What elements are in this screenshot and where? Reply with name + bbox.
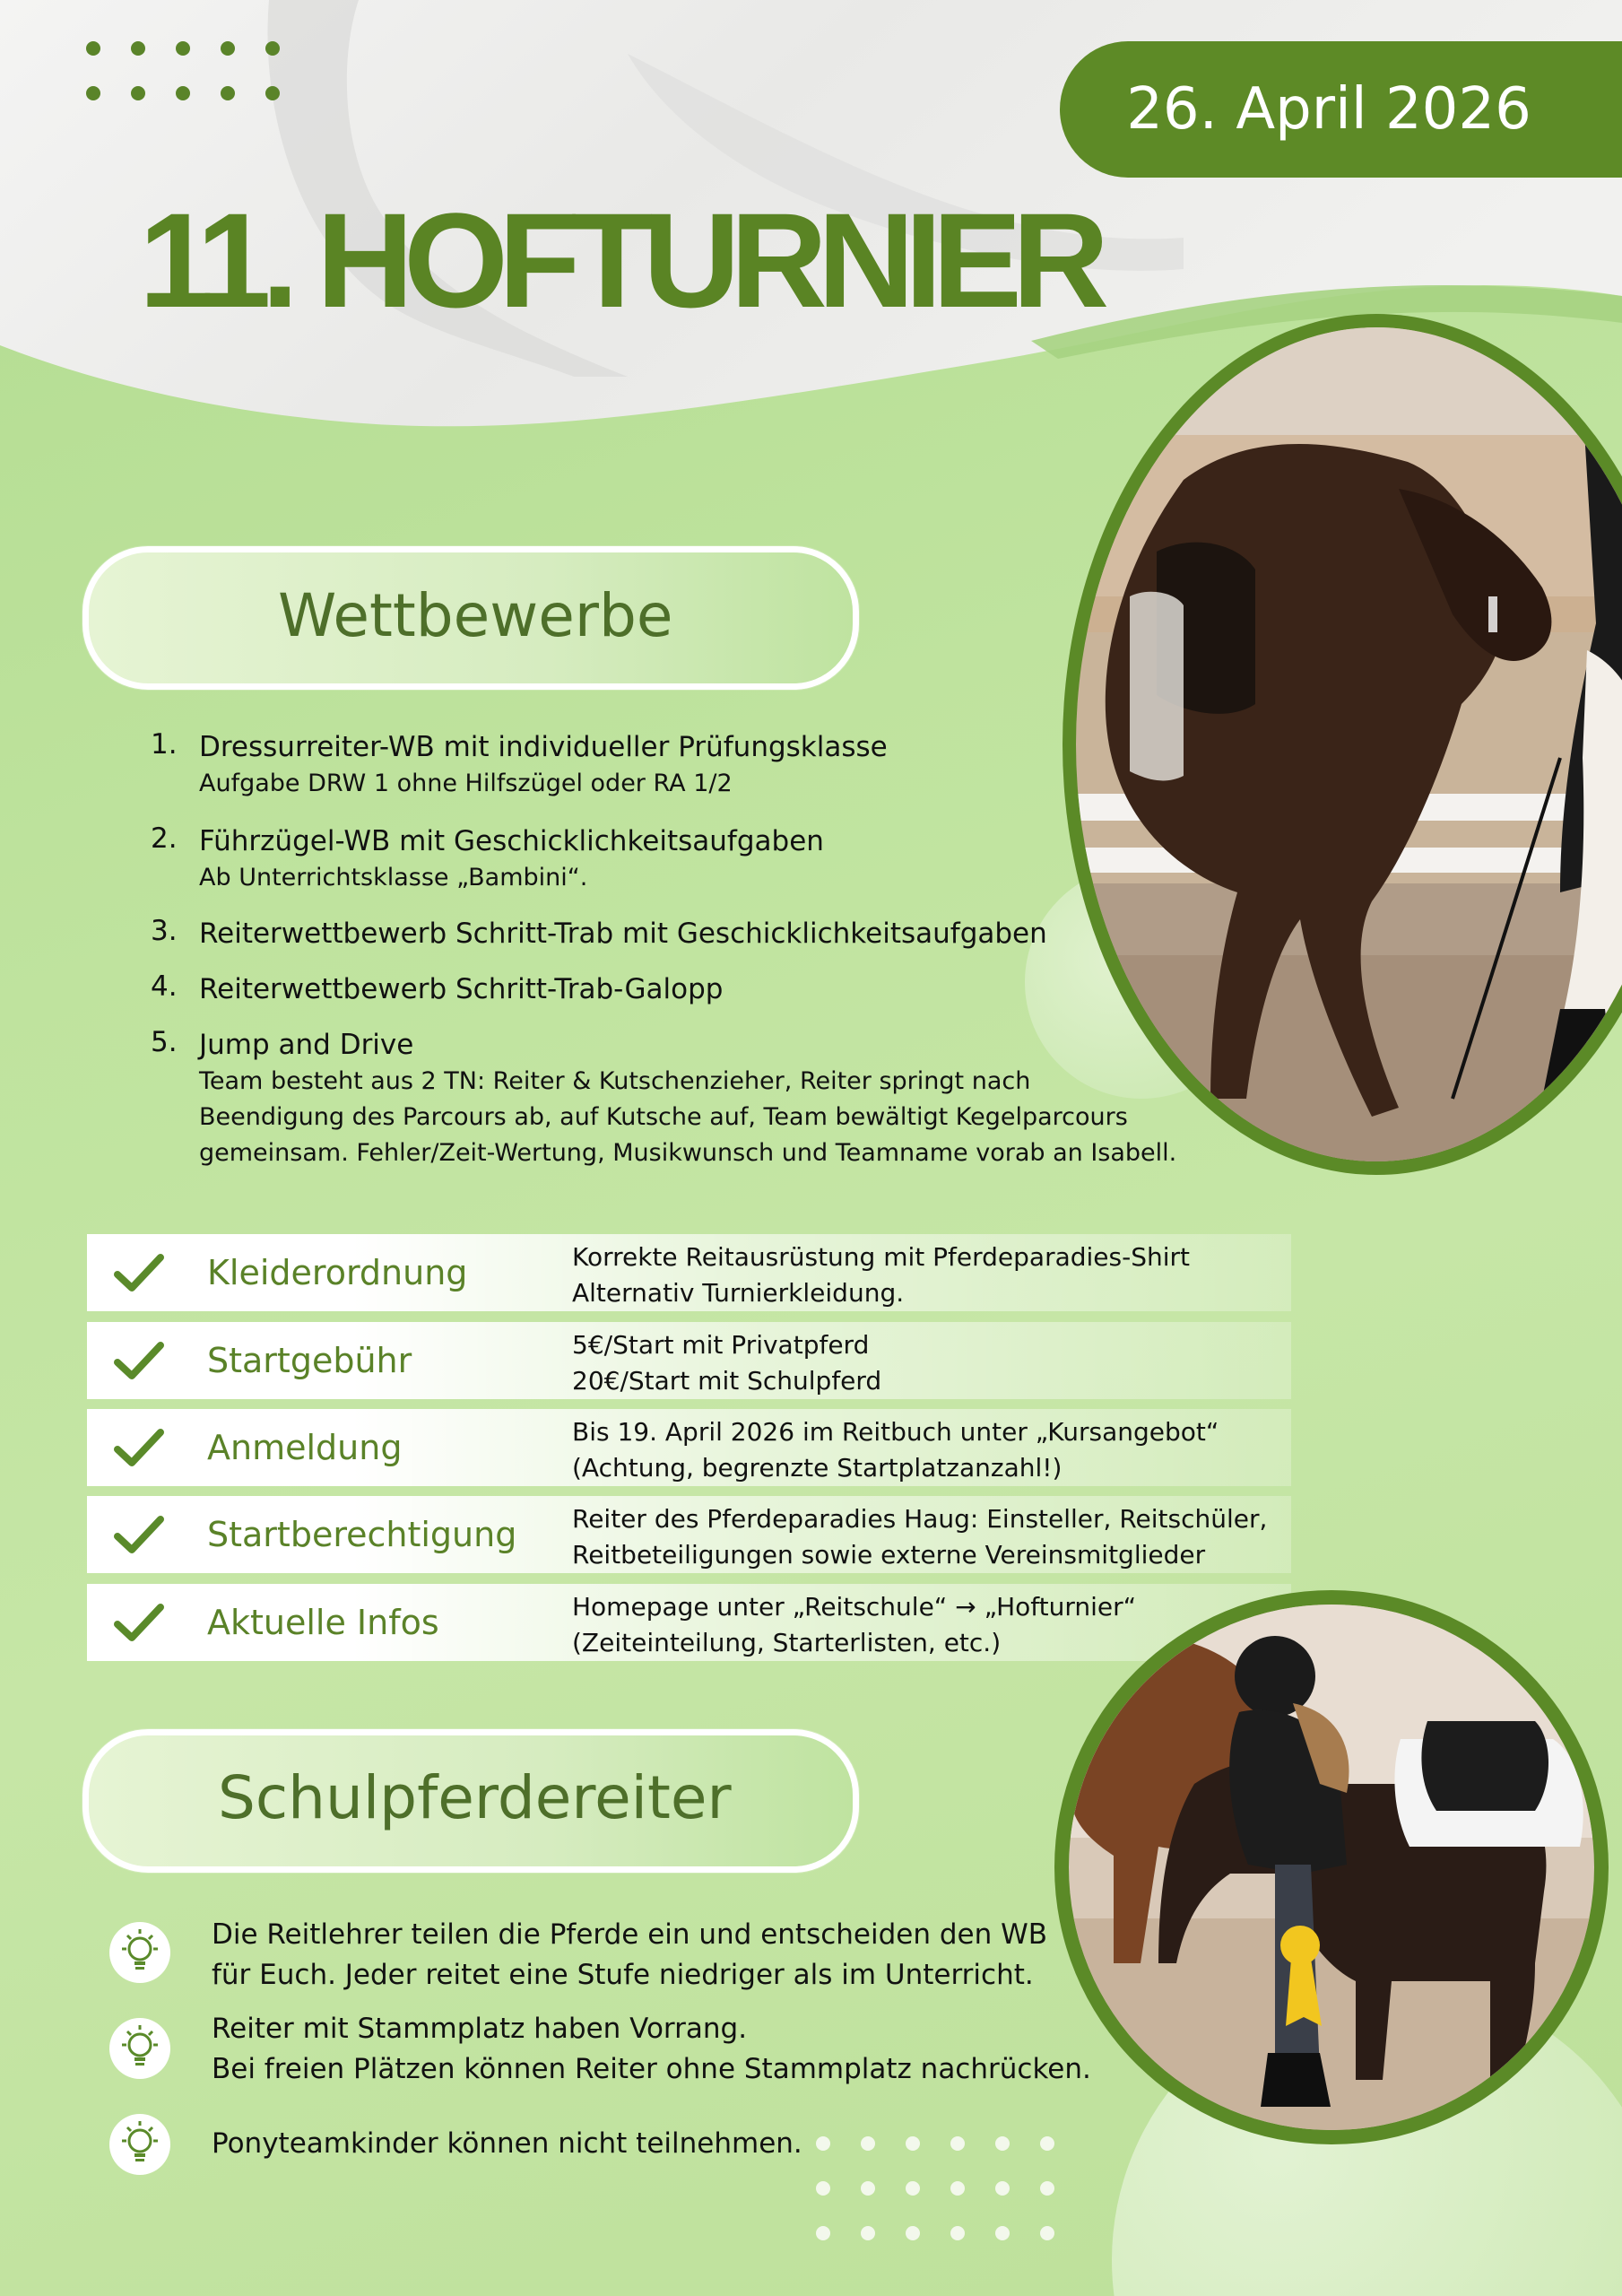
competition-item (139, 728, 1206, 822)
school-note (212, 2009, 1091, 2090)
check-icon (112, 1596, 166, 1650)
info-row-dress-code (87, 1234, 1291, 1311)
check-icon (112, 1422, 166, 1475)
info-label: Startberechtigung (207, 1515, 517, 1554)
event-date: 26. April 2026 (1126, 76, 1531, 143)
school-note-line: Reiter mit Stammplatz haben Vorrang. (212, 2013, 748, 2045)
competition-detail: Team besteht aus 2 TN: Reiter & Kutschenzieher, Reiter springt nach (199, 1067, 1031, 1095)
competition-detail: Beendigung des Parcours ab, auf Kutsche auf, Team bewältigt Kegelparcours (199, 1103, 1128, 1131)
competition-item (139, 822, 1206, 915)
school-note-line: Bei freien Plätzen können Reiter ohne Stammplatz nachrücken. (212, 2053, 1091, 2085)
info-line: Reiter des Pferdeparadies Haug: Einsteller, Reitschüler, (572, 1504, 1268, 1534)
school-note (212, 1915, 1047, 1996)
info-line: Bis 19. April 2026 im Reitbuch unter „Kursangebot“ (572, 1417, 1219, 1447)
info-description (572, 1414, 1219, 1486)
info-line: Alternativ Turnierkleidung. (572, 1278, 905, 1308)
info-line: 20€/Start mit Schulpferd (572, 1366, 882, 1396)
info-label: Anmeldung (207, 1428, 403, 1467)
competition-item (139, 970, 1206, 1026)
competition-number: 2. (151, 822, 178, 855)
info-row-registration (87, 1409, 1291, 1486)
info-label: Kleiderordnung (207, 1253, 468, 1292)
info-label: Startgebühr (207, 1341, 412, 1380)
school-note-line: Ponyteamkinder können nicht teilnehmen. (212, 2127, 802, 2160)
competition-title: Dressurreiter-WB mit individueller Prüfungsklasse (199, 731, 888, 763)
page-title: 11. HOFTURNIER (139, 185, 1100, 335)
school-note-line: für Euch. Jeder reitet eine Stufe niedriger als im Unterricht. (212, 1959, 1034, 1991)
competition-detail: Aufgabe DRW 1 ohne Hilfszügel oder RA 1/2 (199, 770, 733, 797)
section-heading-school: Schulpferdereiter (218, 1763, 732, 1832)
competition-item (139, 1026, 1206, 1170)
check-icon (112, 1247, 166, 1300)
info-line: Korrekte Reitausrüstung mit Pferdeparadies-Shirt (572, 1242, 1191, 1272)
competition-number: 1. (151, 728, 178, 761)
info-description (572, 1501, 1267, 1573)
section-heading-competitions: Wettbewerbe (278, 581, 673, 650)
lightbulb-icon (109, 1922, 170, 1983)
competition-detail: gemeinsam. Fehler/Zeit-Wertung, Musikwunsch und Teamname vorab an Isabell. (199, 1139, 1177, 1167)
info-description (572, 1327, 881, 1399)
school-note-line: Die Reitlehrer teilen die Pferde ein und entscheiden den WB (212, 1918, 1048, 1951)
competition-detail: Ab Unterrichtsklasse „Bambini“. (199, 864, 588, 891)
competition-title: Führzügel-WB mit Geschicklichkeitsaufgaben (199, 825, 824, 857)
competition-list (139, 728, 1206, 1170)
info-description (572, 1589, 1136, 1661)
competition-title: Jump and Drive (199, 1029, 414, 1061)
competition-number: 4. (151, 970, 178, 1003)
competition-number: 3. (151, 915, 178, 947)
lightbulb-icon (109, 2114, 170, 2175)
competition-number: 5. (151, 1026, 178, 1058)
school-note (212, 2124, 802, 2164)
info-line: 5€/Start mit Privatpferd (572, 1330, 870, 1360)
info-line: Homepage unter „Reitschule“ → „Hofturnier“ (572, 1592, 1137, 1622)
lightbulb-icon (109, 2018, 170, 2079)
info-line: (Achtung, begrenzte Startplatzanzahl!) (572, 1453, 1063, 1483)
info-row-eligibility (87, 1496, 1291, 1573)
pony-photo-bottom (1069, 1605, 1594, 2130)
check-icon (112, 1509, 166, 1562)
competition-title: Reiterwettbewerb Schritt-Trab-Galopp (199, 973, 724, 1005)
check-icon (112, 1335, 166, 1388)
competition-item (139, 915, 1206, 970)
info-line: Reitbeteiligungen sowie externe Vereinsmitglieder (572, 1540, 1206, 1570)
info-row-fee (87, 1322, 1291, 1399)
info-label: Aktuelle Infos (207, 1603, 439, 1642)
competition-title: Reiterwettbewerb Schritt-Trab mit Geschicklichkeitsaufgaben (199, 918, 1047, 950)
info-description (572, 1239, 1190, 1311)
info-line: (Zeiteinteilung, Starterlisten, etc.) (572, 1628, 1002, 1657)
info-row-current-info (87, 1584, 1291, 1661)
